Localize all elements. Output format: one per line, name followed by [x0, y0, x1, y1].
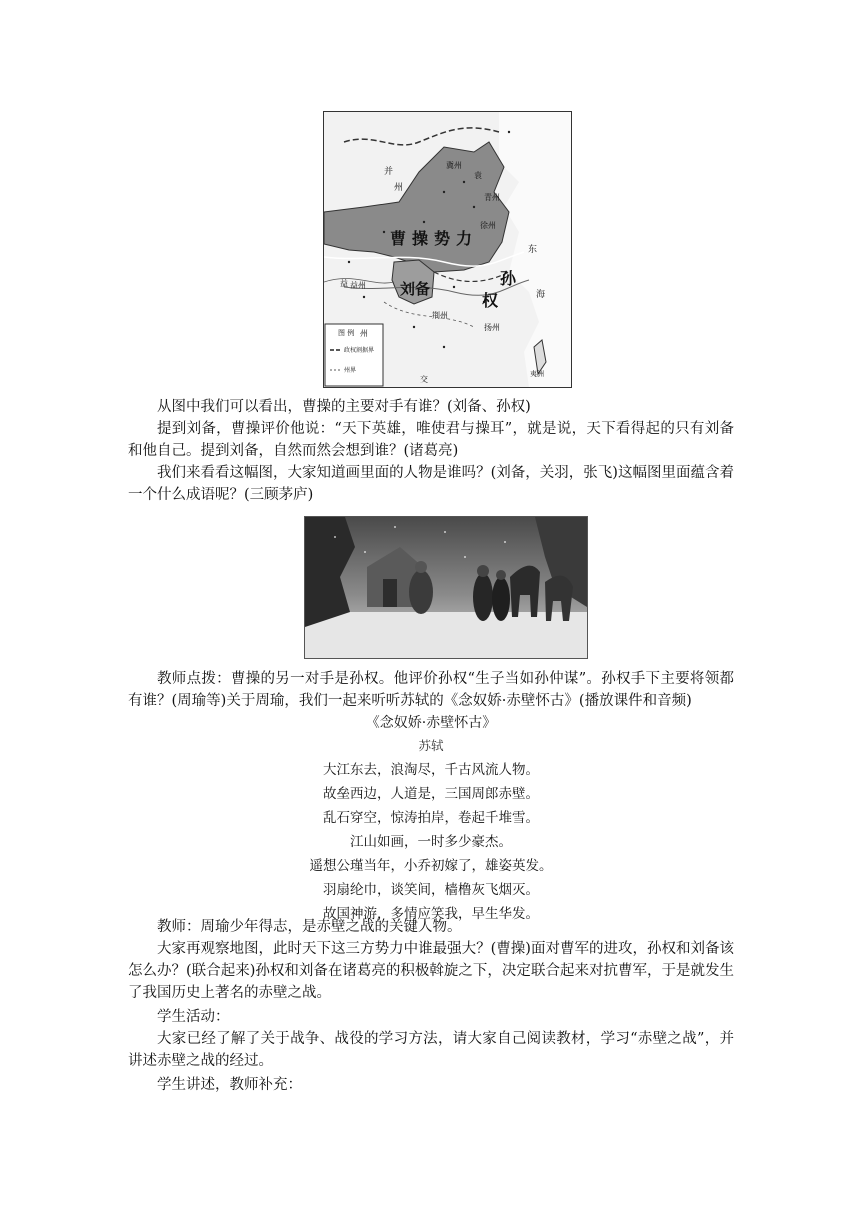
- map-label-liu: 刘备: [400, 280, 431, 298]
- map-label-bing: 并: [384, 167, 394, 177]
- paragraph-6: 大家再观察地图，此时天下这三方势力中谁最强大？(曹操)面对曹军的进攻，孙权和刘备该怎么办？(联合起来)孙权和刘备在诸葛亮的积极斡旋之下，决定联合起来对抗曹军，于是就发生了我国历史上著名的赤壁之战。: [128, 941, 734, 1001]
- map-label-dong: 东: [528, 245, 538, 255]
- poem-line-1: 大江东去，浪淘尽，千古风流人物。: [323, 762, 539, 778]
- map-label-sun-1: 孙: [500, 269, 517, 288]
- poem-line-3: 乱石穿空，惊涛拍岸，卷起千堆雪。: [323, 810, 539, 826]
- poem-title: 《念奴娇·赤壁怀古》: [365, 715, 497, 731]
- poem-line-6: 羽扇纶巾，谈笑间，樯橹灰飞烟灭。: [323, 882, 539, 898]
- paragraph-5: 教师：周瑜少年得志，是赤壁之战的关键人物。: [157, 919, 462, 935]
- map-label-yangzhou: 扬州: [484, 323, 500, 332]
- map-legend-item-1: 政权割据界: [344, 347, 375, 354]
- poem-line-4: 江山如画，一时多少豪杰。: [350, 834, 512, 850]
- map-label-taiwan: 夷洲: [530, 370, 544, 378]
- paragraph-7: 学生活动：: [157, 1009, 230, 1025]
- paragraph-2: 提到刘备，曹操评价他说：“天下英雄，唯使君与操耳”，就是说，天下看得起的只有刘备和他自己。提到刘备，自然而然会想到谁？(诸葛亮): [128, 421, 734, 459]
- paragraph-9: 学生讲述，教师补充：: [157, 1077, 302, 1093]
- map-legend-item-2: 州界: [344, 367, 357, 374]
- map-label-yi2: 州: [360, 329, 368, 338]
- poem-line-7: 故国神游，多情应笑我，早生华发。: [323, 906, 539, 922]
- poem-line-5: 遥想公瑾当年，小乔初嫁了，雄姿英发。: [309, 858, 553, 874]
- map-label-hai: 海: [536, 290, 546, 300]
- painting-drawing: [305, 517, 587, 658]
- map-label-qingzhou: 青州: [484, 193, 500, 202]
- map-label-cao: 曹操势力: [390, 229, 479, 248]
- map-label-yi: 益: [340, 279, 348, 288]
- map-label-jizhou: 冀州: [446, 161, 462, 170]
- paragraph-4: 教师点拨：曹操的另一对手是孙权。他评价孙权“生子当如孙仲谋”。孙权手下主要将领都有谁？(周瑜等)关于周瑜，我们一起来听听苏轼的《念奴娇·赤壁怀古》(播放课件和音频): [128, 671, 734, 709]
- map-label-sun-2: 权: [482, 291, 499, 310]
- map-label-zhou: 州: [394, 183, 404, 193]
- three-kingdoms-map: [323, 111, 572, 388]
- paragraph-1: 从图中我们可以看出，曹操的主要对手有谁？(刘备、孙权): [157, 399, 531, 415]
- map-legend-title: 图 例: [338, 329, 355, 337]
- map-label-jingzhou: 荆州: [432, 311, 448, 320]
- paragraph-8: 大家已经了解了关于战争、战役的学习方法，请大家自己阅读教材，学习“赤壁之战”，并讲述赤壁之战的经过。: [128, 1031, 734, 1069]
- poem-author: 苏轼: [418, 738, 444, 753]
- map-label-yizhou: 益州: [350, 281, 366, 290]
- poem-line-2: 故垒西边，人道是，三国周郎赤壁。: [323, 786, 539, 802]
- map-label-xuzhou: 徐州: [480, 221, 496, 230]
- map-label-jiao: 交: [420, 375, 428, 384]
- paragraph-3: 我们来看看这幅图，大家知道画里面的人物是谁吗？(刘备，关羽，张飞)这幅图里面蕴含着一个什么成语呢？(三顾茅庐): [128, 465, 734, 503]
- map-label-yuan: 袁: [474, 171, 482, 180]
- three-visits-painting: [304, 516, 588, 659]
